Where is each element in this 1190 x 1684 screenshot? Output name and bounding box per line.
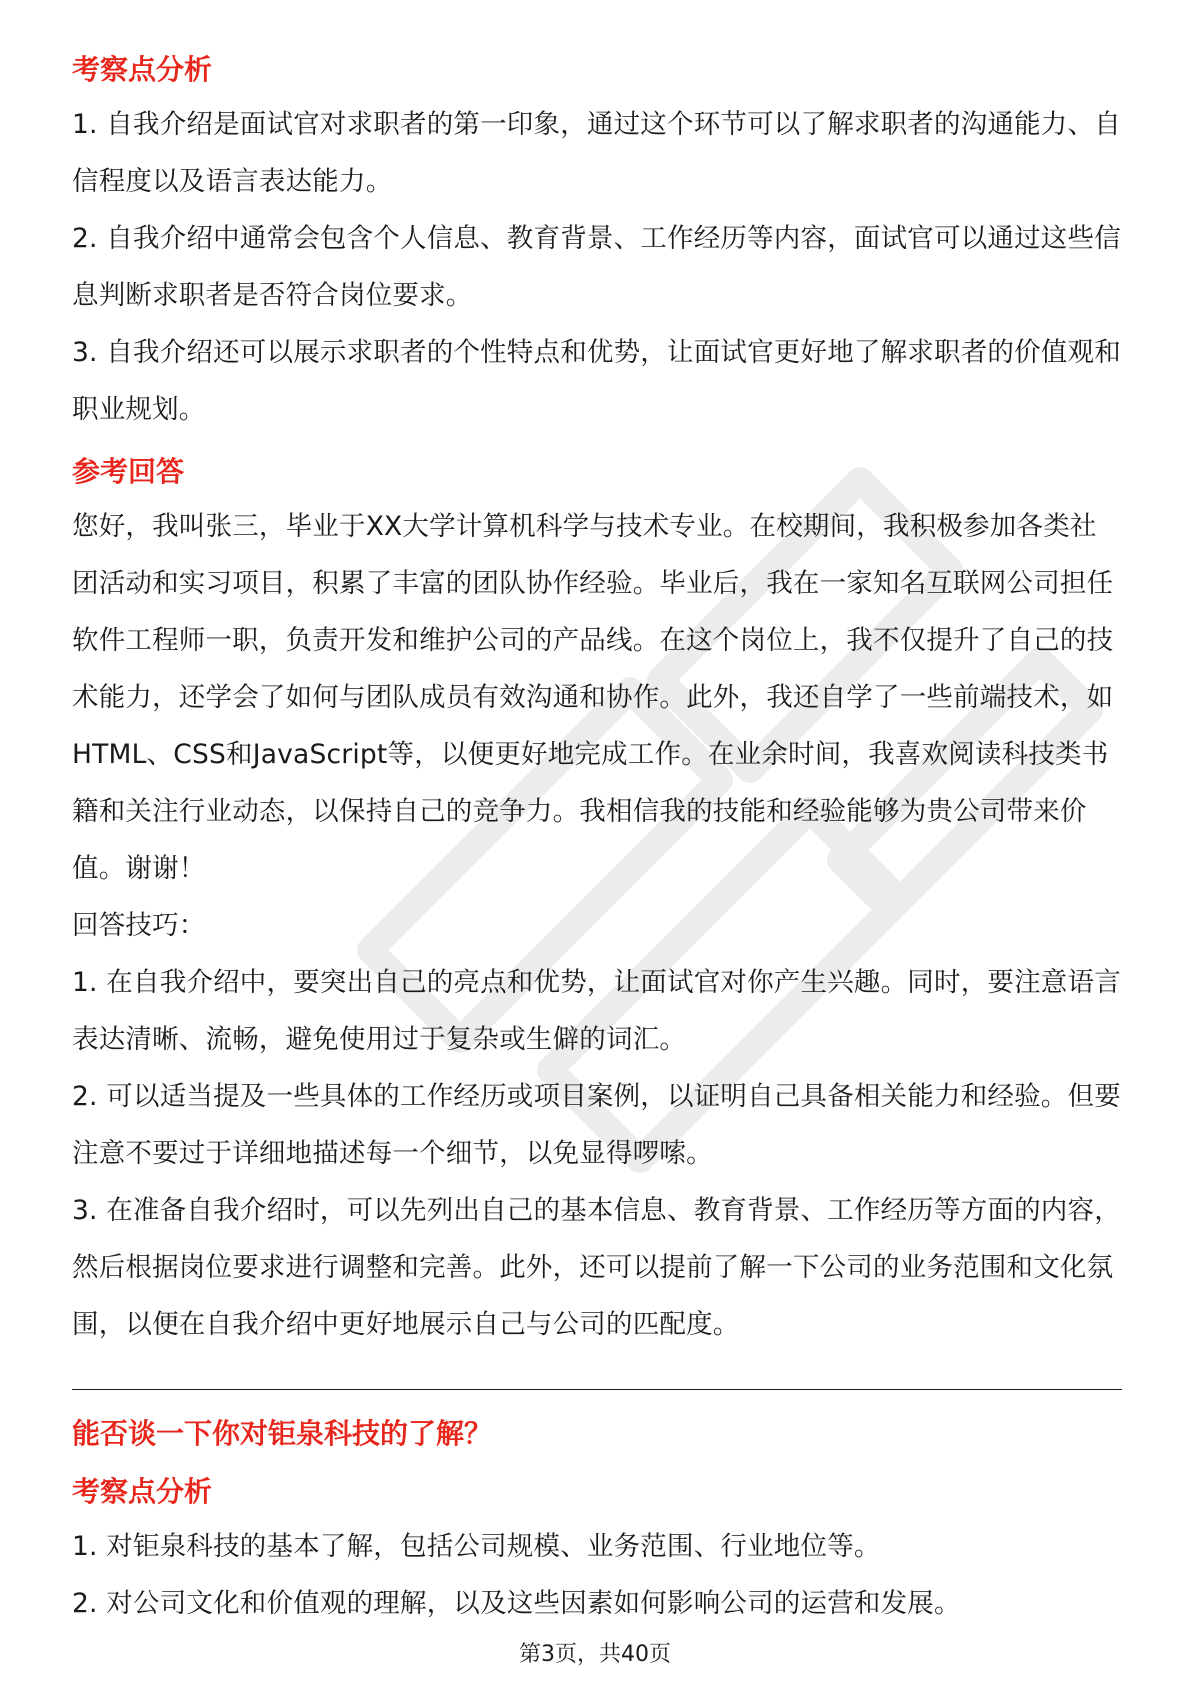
tip-item: 2. 可以适当提及一些具体的工作经历或项目案例，以证明自己具备相关能力和经验。但要注意不要过于详细地描述每一个细节，以免显得啰嗦。 (72, 1081, 1121, 1169)
tip-item: 3. 在准备自我介绍时，可以先列出自己的基本信息、教育背景、工作经历等方面的内容，然后根据岗位要求进行调整和完善。此外，还可以提前了解一下公司的业务范围和文化氛围，以便在自我介绍中更好地展示自己与公司的匹配度。 (72, 1195, 1121, 1340)
question-title: 能否谈一下你对钜泉科技的了解？ (72, 1417, 493, 1450)
analysis-heading: 考察点分析 (72, 53, 213, 86)
section-divider (72, 1389, 1122, 1390)
page-number: 第3页，共40页 (519, 1642, 671, 1667)
analysis-heading: 考察点分析 (72, 1475, 213, 1508)
tip-item: 1. 在自我介绍中，要突出自己的亮点和优势，让面试官对你产生兴趣。同时，要注意语言表达清晰、流畅，避免使用过于复杂或生僻的词汇。 (72, 967, 1121, 1055)
answer-heading: 参考回答 (72, 455, 185, 488)
analysis-item: 3. 自我介绍还可以展示求职者的个性特点和优势，让面试官更好地了解求职者的价值观和职业规划。 (72, 337, 1121, 425)
answer-paragraph: 您好，我叫张三，毕业于XX大学计算机科学与技术专业。在校期间，我积极参加各类社团活动和实习项目，积累了丰富的团队协作经验。毕业后，我在一家知名互联网公司担任软件工程师一职，负责开发和维护公司的产品线。在这个岗位上，我不仅提升了自己的技术能力，还学会了如何与团队成员有效沟通和协作。此外，我还自学了一些前端技术，如HTML、CSS和JavaScript等，以便更好地完成工作。在业余时间，我喜欢阅读科技类书籍和关注行业动态，以保持自己的竞争力。我相信我的技能和经验能够为贵公司带来价值。谢谢！ (72, 511, 1114, 884)
analysis-item: 1. 对钜泉科技的基本了解，包括公司规模、业务范围、行业地位等。 (72, 1531, 881, 1562)
analysis-item: 1. 自我介绍是面试官对求职者的第一印象，通过这个环节可以了解求职者的沟通能力、自信程度以及语言表达能力。 (72, 109, 1121, 197)
analysis-item: 2. 自我介绍中通常会包含个人信息、教育背景、工作经历等内容，面试官可以通过这些信息判断求职者是否符合岗位要求。 (72, 223, 1121, 311)
analysis-item: 2. 对公司文化和价值观的理解，以及这些因素如何影响公司的运营和发展。 (72, 1588, 961, 1619)
tips-heading: 回答技巧： (72, 910, 206, 941)
document-body (72, 48, 1122, 1632)
